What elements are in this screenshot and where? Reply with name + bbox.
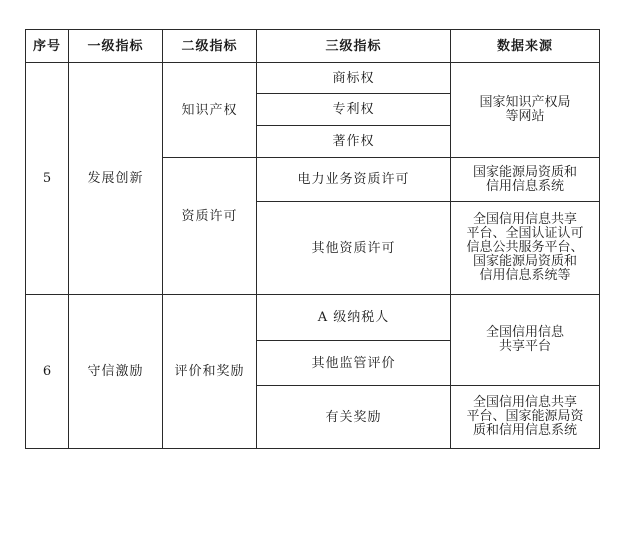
level3-copyright: 著作权	[257, 126, 451, 158]
level1-development: 发展创新	[69, 63, 163, 295]
table-row	[26, 63, 600, 94]
level3-power-license: 电力业务资质许可	[257, 158, 451, 202]
level3-other-license: 其他资质许可	[257, 202, 451, 295]
source-power-license: 国家能源局资质和 信用信息系统	[451, 158, 600, 202]
indicator-table	[25, 29, 600, 449]
source-other-license: 全国信用信息共享 平台、全国认证认可 信息公共服务平台、 国家能源局资质和 信用信息系统等	[451, 202, 600, 295]
header-level3: 三级指标	[257, 30, 451, 63]
row-no-5: 5	[26, 63, 69, 295]
level3-trademark: 商标权	[257, 63, 451, 94]
level2-qualification: 资质许可	[163, 158, 257, 295]
level3-a-taxpayer: A 级纳税人	[257, 295, 451, 341]
level3-awards: 有关奖励	[257, 386, 451, 449]
level3-patent: 专利权	[257, 94, 451, 126]
table-row	[26, 295, 600, 341]
header-no: 序号	[26, 30, 69, 63]
header-row	[26, 30, 600, 63]
header-source: 数据来源	[451, 30, 600, 63]
level3-other-evaluation: 其他监管评价	[257, 341, 451, 386]
level2-ip: 知识产权	[163, 63, 257, 158]
row-no-6: 6	[26, 295, 69, 449]
source-awards: 全国信用信息共享 平台、国家能源局资 质和信用信息系统	[451, 386, 600, 449]
source-ip: 国家知识产权局 等网站	[451, 63, 600, 158]
header-level1: 一级指标	[69, 30, 163, 63]
level1-trust-incentive: 守信激励	[69, 295, 163, 449]
header-level2: 二级指标	[163, 30, 257, 63]
level2-evaluation: 评价和奖励	[163, 295, 257, 449]
source-evaluation: 全国信用信息 共享平台	[451, 295, 600, 386]
